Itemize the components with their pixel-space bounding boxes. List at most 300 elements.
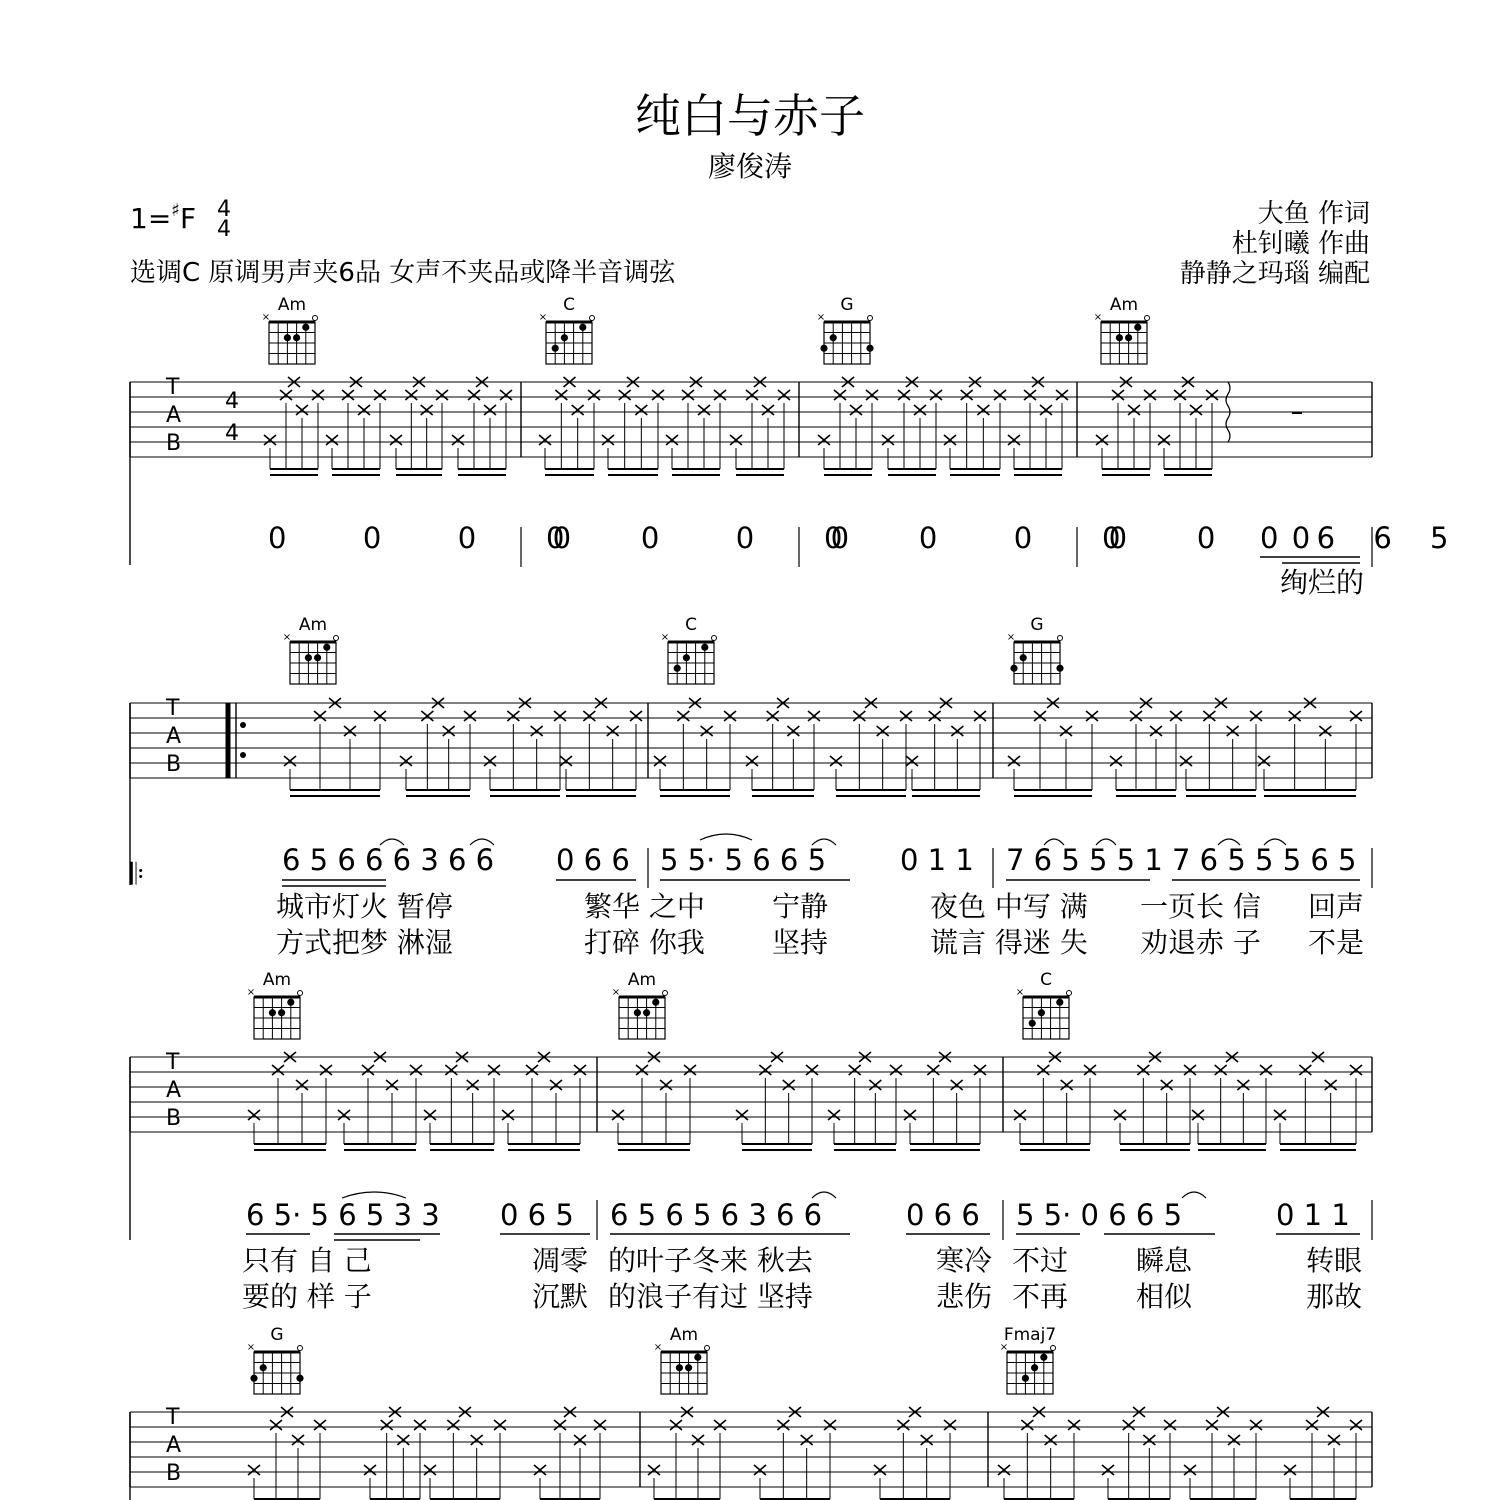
chord-dot (269, 1009, 276, 1016)
numbered-notation: 5 5· 0 6 6 5 (1016, 1198, 1183, 1232)
tab-x-note (1144, 390, 1156, 400)
tab-x-note (850, 405, 862, 415)
lyric-verse-2: 坚持 (772, 926, 829, 959)
lyric-verse-1: 繁华 之中 (584, 890, 705, 923)
lyric-verse-1: 转眼 (1306, 1244, 1363, 1277)
chord-dot (287, 999, 294, 1006)
time-bottom: 4 (217, 217, 232, 242)
tab-x-note (531, 726, 543, 736)
chord-dot (296, 1375, 303, 1382)
tab-x-note (270, 1420, 282, 1430)
tab-x-note (1170, 711, 1182, 721)
chord-dot (552, 345, 559, 352)
tab-x-note (280, 390, 292, 400)
tab-x-note (1130, 711, 1142, 721)
tab-x-note (445, 1065, 457, 1075)
chord-dot (250, 1375, 257, 1382)
tab-x-note (921, 1435, 933, 1445)
tab-x-note (1299, 1065, 1311, 1075)
chord-diagram (1007, 615, 1064, 684)
tab-x-note (777, 1420, 789, 1430)
lyric-verse-2: 谎言 得迷 失 (930, 926, 1088, 959)
tab-x-note (1350, 1420, 1362, 1430)
tab-x-note (488, 1065, 500, 1075)
tab-x-note (1143, 1435, 1155, 1445)
tab-x-note (824, 1420, 836, 1430)
lyric-verse-2: 要的 样 子 (242, 1280, 372, 1313)
tab-x-note (284, 756, 296, 766)
tie-mark (1182, 1192, 1206, 1198)
chord-mute: × (1015, 987, 1025, 998)
tab-x-note (1350, 1065, 1362, 1075)
tab-x-note (554, 711, 566, 721)
tab-x-note (421, 711, 433, 721)
tab-x-note (759, 1065, 771, 1075)
chord-open (298, 1346, 303, 1351)
tab-x-note (944, 435, 956, 445)
chord-dot (278, 1009, 285, 1016)
tab-x-note (1325, 1080, 1337, 1090)
tab-x-note (951, 1080, 963, 1090)
lyric-verse-2: 方式把梦 淋湿 (276, 926, 453, 959)
tab-x-note (1192, 1110, 1204, 1120)
tab-x-note (320, 1065, 332, 1075)
tab-x-note (866, 390, 878, 400)
numbered-notation: 0 1 1 (900, 843, 974, 877)
numbered-notation: 0 0 0 (1102, 521, 1311, 555)
lyric-verse-1: 城市灯火 暂停 (276, 890, 453, 923)
tab-time-top: 4 (225, 389, 239, 414)
chord-dot (830, 334, 837, 341)
chord-name: Am (298, 615, 328, 635)
tab-x-note (746, 756, 758, 766)
chord-open (1145, 316, 1150, 321)
tab-x-note (574, 1065, 586, 1075)
chord-dot (701, 644, 708, 651)
tab-x-note (652, 390, 664, 400)
chord-open (1058, 636, 1063, 641)
chord-name: Am (1109, 295, 1139, 315)
chord-mute: × (538, 312, 548, 323)
tab-x-note (977, 405, 989, 415)
tab-x-note (296, 1080, 308, 1090)
tab-x-note (1014, 1110, 1026, 1120)
chord-open (1051, 1346, 1056, 1351)
tab-x-note (342, 390, 354, 400)
tab-x-note (974, 711, 986, 721)
tab-x-note (806, 1065, 818, 1075)
chord-mute: × (1006, 632, 1016, 643)
tab-x-note (1137, 1065, 1149, 1075)
chord-dot (1040, 1354, 1047, 1361)
song-title: 纯白与赤子 (635, 89, 865, 143)
tab-clef-b: B (166, 1106, 182, 1131)
chord-dot (323, 644, 330, 651)
key-signature: 1=♯F 4 4 (130, 197, 232, 242)
tab-x-note (1123, 1420, 1135, 1430)
chord-dot (820, 345, 827, 352)
chord-open (705, 1346, 710, 1351)
tab-x-note (974, 1065, 986, 1075)
tab-x-note (951, 726, 963, 736)
tab-x-note (1040, 405, 1052, 415)
lyric-verse-1: 绚烂的 (1280, 566, 1365, 599)
tab-x-note (468, 390, 480, 400)
numbered-notation: 0 6 5 (500, 1198, 574, 1232)
tab-x-note (692, 1435, 704, 1445)
tab-x-note (405, 390, 417, 400)
tab-x-note (1190, 405, 1202, 415)
chord-open (590, 316, 595, 321)
tab-x-note (1102, 1465, 1114, 1475)
chord-dot (676, 1364, 683, 1371)
numbered-notation: 0 0 0 0 (546, 521, 850, 555)
chord-dot (685, 1364, 692, 1371)
lyric-verse-1: 只有 自 己 (242, 1244, 372, 1277)
tab-x-note (654, 756, 666, 766)
tab-x-note (701, 726, 713, 736)
tab-x-note (588, 390, 600, 400)
tab-x-note (1110, 756, 1122, 766)
tab-x-note (471, 1435, 483, 1445)
tab-x-note (762, 405, 774, 415)
chord-name: C (1040, 970, 1052, 990)
tab-x-note (1045, 1435, 1057, 1445)
tab-x-note (906, 756, 918, 766)
repeat-dot (240, 752, 246, 758)
lyric-verse-1: 夜色 中写 满 (930, 890, 1088, 923)
tab-x-note (714, 390, 726, 400)
chord-diagram (1016, 970, 1072, 1039)
chord-open (1067, 991, 1072, 996)
numbered-notation: 6 5· 5 6 5 3 3 (246, 1198, 440, 1232)
tab-x-note (612, 1110, 624, 1120)
chord-mute: × (653, 1342, 663, 1353)
tab-x-note (390, 435, 402, 445)
tab-x-note (1060, 726, 1072, 736)
tab-x-note (447, 1420, 459, 1430)
tab-x-note (607, 726, 619, 736)
tab-x-note (877, 726, 889, 736)
tab-x-note (730, 435, 742, 445)
tab-x-note (927, 1065, 939, 1075)
chord-diagram (1000, 1325, 1056, 1394)
tab-x-note (635, 405, 647, 415)
chord-dot (1038, 1009, 1045, 1016)
tab-x-note (507, 711, 519, 721)
chord-dot (1020, 654, 1027, 661)
tab-x-note (900, 711, 912, 721)
chord-name: Am (627, 970, 657, 990)
tab-x-note (1096, 435, 1108, 445)
chord-dot (683, 654, 690, 661)
tab-x-note (1206, 390, 1218, 400)
tab-x-note (358, 405, 370, 415)
tab-x-note (296, 405, 308, 415)
tab-x-note (424, 1110, 436, 1120)
tab-x-note (897, 1420, 909, 1430)
tab-x-note (1228, 1435, 1240, 1445)
tab-x-note (682, 390, 694, 400)
tab-x-note (898, 390, 910, 400)
tab-x-note (374, 390, 386, 400)
tab-x-note (1068, 1420, 1080, 1430)
chord-open (868, 316, 873, 321)
lyric-verse-2: 相似 (1136, 1280, 1193, 1313)
tab-x-note (312, 390, 324, 400)
tab-x-note (853, 711, 865, 721)
lyric-verse-2: 沉默 (532, 1280, 589, 1313)
tab-x-note (1008, 756, 1020, 766)
chord-dot (314, 654, 321, 661)
tab-x-note (630, 711, 642, 721)
tab-x-note (400, 756, 412, 766)
tab-x-note (1306, 1420, 1318, 1430)
tab-x-note (326, 435, 338, 445)
chord-mute: × (999, 1342, 1009, 1353)
tab-x-note (1114, 1110, 1126, 1120)
tab-x-note (1184, 1065, 1196, 1075)
chord-dot (284, 334, 291, 341)
chord-mute: × (246, 1342, 256, 1353)
tab-x-note (1086, 711, 1098, 721)
tab-x-note (874, 1465, 886, 1475)
numbered-notation: 0 6 6 (906, 1198, 980, 1232)
tab-x-note (248, 1465, 260, 1475)
chord-diagram (661, 615, 717, 684)
tab-x-note (1034, 711, 1046, 721)
lyric-verse-1: 的叶子冬来 秋去 (608, 1244, 813, 1277)
tab-x-note (583, 711, 595, 721)
chord-open (334, 636, 339, 641)
tab-x-note (464, 711, 476, 721)
chord-mute: × (611, 987, 621, 998)
tab-x-note (443, 726, 455, 736)
tab-x-note (574, 1435, 586, 1445)
tab-x-note (830, 756, 842, 766)
numbered-notation: 0 0 0 0 (268, 521, 572, 555)
numbered-notation: 5 5· 5 6 6 5 (660, 843, 827, 877)
tab-x-note (560, 756, 572, 766)
tie-mark (700, 834, 752, 840)
tab-x-note (554, 1420, 566, 1430)
tab-x-note (1284, 1465, 1296, 1475)
chord-dot (634, 1009, 641, 1016)
tab-x-note (636, 1065, 648, 1075)
tab-clef-t: T (166, 696, 180, 721)
tab-x-note (1215, 1065, 1227, 1075)
lyric-verse-2: 不是 (1308, 926, 1365, 959)
tab-x-note (381, 1420, 393, 1430)
composer-credit: 杜钊曦 作曲 (1231, 229, 1370, 259)
lyric-verse-2: 打碎 你我 (584, 926, 705, 959)
tab-x-note (849, 1065, 861, 1075)
tab-time-bottom: 4 (225, 421, 239, 446)
chord-dot (305, 654, 312, 661)
tab-x-note (1258, 756, 1270, 766)
chord-dot (1125, 334, 1132, 341)
tab-x-note (364, 1465, 376, 1475)
tab-x-note (1174, 390, 1186, 400)
chord-name: G (1030, 615, 1044, 635)
chord-diagram (654, 1325, 710, 1394)
tab-clef-a: A (166, 403, 182, 428)
lyric-verse-2: 悲伤 (936, 1280, 993, 1313)
repeat-dot (240, 722, 246, 728)
tab-x-note (882, 435, 894, 445)
song-artist: 廖俊涛 (707, 150, 792, 183)
chord-mute: × (261, 312, 271, 323)
chord-name: G (840, 295, 854, 315)
tab-x-note (944, 1420, 956, 1430)
tab-x-note (783, 1080, 795, 1090)
tab-x-note (684, 1065, 696, 1075)
tab-x-note (1237, 1080, 1249, 1090)
tab-clef-a: A (166, 724, 182, 749)
lyric-verse-1: 不过 (1012, 1244, 1069, 1277)
tab-x-note (414, 1420, 426, 1430)
tab-x-note (869, 1080, 881, 1090)
tab-clef-a: A (166, 1433, 182, 1458)
chord-open (298, 991, 303, 996)
chord-mute: × (246, 987, 256, 998)
tab-x-note (929, 711, 941, 721)
arranger-credit: 静静之玛瑙 编配 (1179, 259, 1370, 289)
chord-mute: × (660, 632, 670, 643)
tab-x-note (602, 435, 614, 445)
tab-x-note (1250, 711, 1262, 721)
chord-dot (302, 324, 309, 331)
tab-x-note (754, 1465, 766, 1475)
chord-dot (694, 1354, 701, 1361)
tab-clef-a: A (166, 1078, 182, 1103)
tab-x-note (344, 726, 356, 736)
tab-x-note (1184, 1465, 1196, 1475)
chord-diagram (1094, 295, 1150, 364)
tab-x-note (452, 435, 464, 445)
tab-x-note (594, 1420, 606, 1430)
tab-x-note (660, 1080, 672, 1090)
tab-x-note (314, 1420, 326, 1430)
chord-dot (1056, 665, 1063, 672)
tab-x-note (410, 1065, 422, 1075)
tab-x-note (248, 1110, 260, 1120)
tab-x-note (828, 1110, 840, 1120)
tab-x-note (467, 1080, 479, 1090)
tab-x-note (1056, 390, 1068, 400)
tab-x-note (374, 711, 386, 721)
tab-x-note (1328, 1435, 1340, 1445)
tab-x-note (550, 1080, 562, 1090)
tab-clef-b: B (166, 752, 182, 777)
tab-x-note (666, 435, 678, 445)
tab-x-note (484, 405, 496, 415)
tab-x-note (698, 405, 710, 415)
tab-x-note (746, 390, 758, 400)
tab-x-note (1203, 711, 1215, 721)
tab-clef-t: T (166, 1050, 180, 1075)
tab-x-note (421, 405, 433, 415)
tab-x-note (397, 1435, 409, 1445)
chord-name: C (563, 295, 575, 315)
numbered-notation: 0 6 6 (556, 843, 630, 877)
chord-open (313, 316, 318, 321)
chord-name: Fmaj7 (1003, 1325, 1057, 1345)
chord-dot (1022, 1375, 1029, 1382)
numbered-notation: 0 0 0 0 (824, 521, 1128, 555)
tab-x-note (1158, 435, 1170, 445)
numbered-notation: 6 5 6 6 6 3 6 6 (282, 843, 495, 877)
tab-x-note (494, 1420, 506, 1430)
chord-dot (1134, 324, 1141, 331)
chord-dot (866, 345, 873, 352)
tab-clef-b: B (166, 431, 182, 456)
tab-clef-t: T (166, 375, 180, 400)
tab-x-note (998, 1465, 1010, 1475)
numbered-notation: 0 1 1 (1276, 1198, 1350, 1232)
lyric-verse-2: 那故 (1306, 1280, 1363, 1313)
lyric-verse-2: 的浪子有过 坚持 (608, 1280, 813, 1313)
chord-dot (1056, 999, 1063, 1006)
chord-diagram (817, 295, 874, 364)
chord-name: Am (669, 1325, 699, 1345)
lyricist-credit: 大鱼 作词 (1257, 199, 1370, 229)
tab-x-note (362, 1065, 374, 1075)
tab-x-note (808, 711, 820, 721)
repeat-start-sign: 𝄆 (130, 857, 145, 891)
tab-x-note (1150, 726, 1162, 736)
chord-diagram (283, 615, 339, 684)
tab-x-note (1084, 1065, 1096, 1075)
chord-diagram (262, 295, 318, 364)
tab-x-note (272, 1065, 284, 1075)
lyric-verse-1: 寒冷 (936, 1244, 993, 1277)
lyric-verse-2: 不再 (1012, 1280, 1069, 1313)
chord-dot (674, 665, 681, 672)
tab-x-note (338, 1110, 350, 1120)
lyric-verse-1: 凋零 (532, 1244, 589, 1277)
tab-x-note (500, 390, 512, 400)
tab-x-note (424, 1465, 436, 1475)
chord-mute: × (816, 312, 826, 323)
chord-dot (652, 999, 659, 1006)
chord-dot (1031, 1364, 1038, 1371)
tab-clef-t: T (166, 1405, 180, 1430)
tab-x-note (502, 1110, 514, 1120)
chord-name: Am (277, 295, 307, 315)
lyric-verse-2: 劝退赤 子 (1140, 926, 1261, 959)
chord-dot (260, 1364, 267, 1371)
lyric-verse-1: 一页长 信 (1140, 890, 1261, 923)
tab-x-note (1319, 726, 1331, 736)
tab-x-note (292, 1435, 304, 1445)
tab-x-note (1350, 711, 1362, 721)
lyric-verse-1: 回声 (1308, 890, 1365, 923)
chord-diagram (612, 970, 668, 1039)
tab-x-note (1008, 435, 1020, 445)
tab-x-note (436, 390, 448, 400)
chord-diagram (247, 1325, 304, 1394)
chord-diagram (247, 970, 303, 1039)
tab-x-note (572, 405, 584, 415)
tab-x-note (1164, 1420, 1176, 1430)
chord-mute: × (1093, 312, 1103, 323)
tab-clef-b: B (166, 1461, 182, 1486)
tab-x-note (1061, 1080, 1073, 1090)
tab-x-note (914, 405, 926, 415)
tab-x-note (961, 390, 973, 400)
tab-x-note (1037, 1065, 1049, 1075)
